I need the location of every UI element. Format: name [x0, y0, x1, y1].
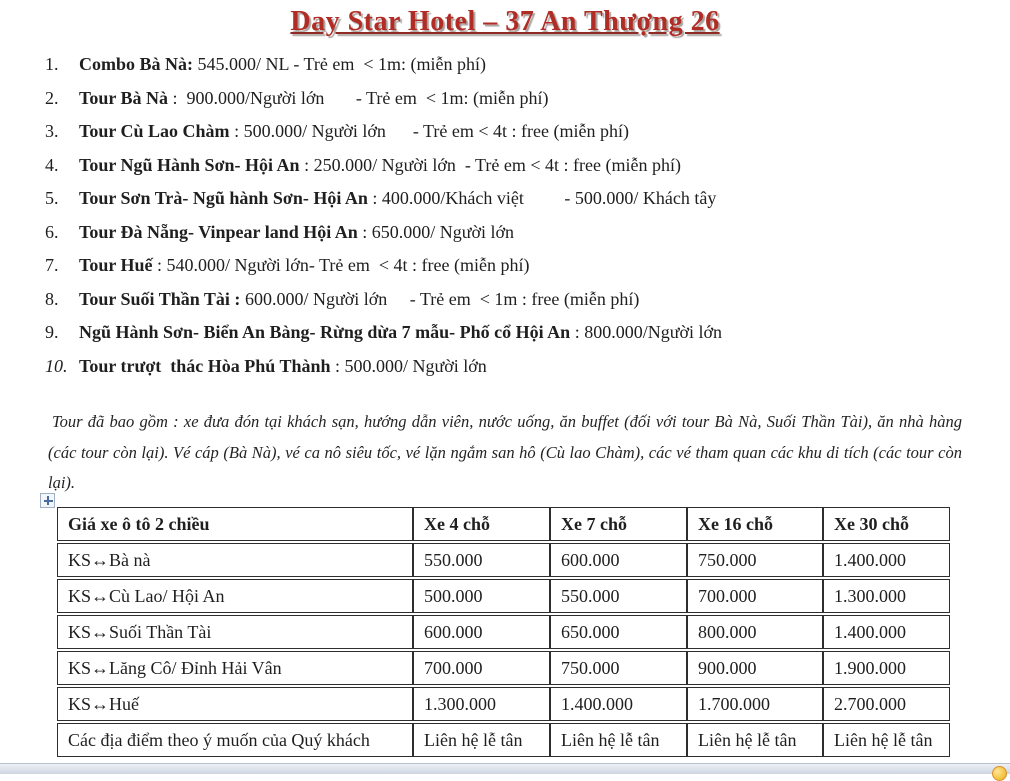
price-cell: Liên hệ lễ tân [550, 723, 687, 757]
route-cell: KS↔Cù Lao/ Hội An [57, 579, 413, 613]
price-cell: 1.900.000 [823, 651, 950, 685]
tour-item-detail: : 540.000/ Người lớn- Trẻ em < 4t : free (miễn phí) [152, 255, 530, 275]
price-table-row [57, 579, 950, 613]
price-cell: 750.000 [687, 543, 823, 577]
tour-item-detail: : 500.000/ Người lớn - Trẻ em < 4t : free (miễn phí) [229, 121, 629, 141]
price-cell: 1.300.000 [413, 687, 550, 721]
price-cell: 700.000 [687, 579, 823, 613]
tour-list-item [45, 153, 1010, 187]
tour-item-number: 2. [45, 87, 59, 108]
tour-item-detail: : 250.000/ Người lớn - Trẻ em < 4t : free (miễn phí) [299, 154, 681, 175]
tour-item-name: Tour Huế [79, 255, 153, 275]
price-cell: 650.000 [550, 615, 687, 649]
route-cell: KS↔Suối Thần Tài [57, 615, 413, 649]
price-table-header-cell: Xe 7 chỗ [550, 507, 687, 541]
tour-list-item [45, 220, 1010, 254]
tour-list-item [45, 119, 1010, 153]
price-cell: 550.000 [550, 579, 687, 613]
tour-list-item [45, 354, 1010, 388]
price-cell: 1.700.000 [687, 687, 823, 721]
tour-item-number: 3. [45, 121, 59, 141]
price-table-header-cell: Giá xe ô tô 2 chiều [57, 507, 413, 541]
tour-list-item [45, 287, 1010, 321]
tour-item-number: 4. [45, 154, 59, 175]
car-price-table [57, 505, 950, 759]
page-title: Day Star Hotel – 37 An Thượng 26 [290, 6, 720, 37]
price-cell: 750.000 [550, 651, 687, 685]
table-move-handle-icon[interactable] [40, 493, 55, 508]
tour-list-item [45, 320, 1010, 354]
tour-item-detail: 600.000/ Người lớn - Trẻ em < 1m : free (miễn phí) [240, 288, 640, 309]
tour-item-name: Tour Đà Nẵng- Vinpear land Hội An [79, 221, 358, 242]
price-cell: 500.000 [413, 579, 550, 613]
yellow-badge-icon[interactable] [992, 766, 1007, 781]
tour-includes-note: Tour đã bao gồm : xe đưa đón tại khách sạn, hướng dẫn viên, nước uống, ăn buffet (đối với tour Bà Nà, Suối Thần Tài), ăn nhà hàng (các tour còn lại). Vé cáp (Bà Nà), vé ca nô siêu tốc, vé lặn ngắm san hô (Cù lao Chàm), các vé tham quan các khu di tích (các tour còn lại). [48, 412, 962, 492]
tour-item-name: Tour Cù Lao Chàm [79, 121, 230, 141]
tour-item-name: Tour Ngũ Hành Sơn- Hội An [79, 154, 300, 175]
price-cell: 1.400.000 [823, 615, 950, 649]
price-table-row [57, 687, 950, 721]
tour-item-number: 8. [45, 288, 59, 309]
route-cell: KS↔Huế [57, 687, 413, 721]
tour-item-number: 6. [45, 221, 59, 242]
price-table-header-cell: Xe 16 chỗ [687, 507, 823, 541]
tour-item-name: Tour Suối Thần Tài : [79, 288, 241, 309]
tour-item-name: Tour trượt thác Hòa Phú Thành [79, 355, 331, 376]
price-cell: 1.400.000 [823, 543, 950, 577]
tour-list-item [45, 186, 1010, 220]
price-table-row [57, 615, 950, 649]
price-cell: Liên hệ lễ tân [687, 723, 823, 757]
price-table-header-cell: Xe 4 chỗ [413, 507, 550, 541]
tour-item-detail: : 400.000/Khách việt - 500.000/ Khách tây [367, 188, 717, 208]
tour-item-number: 1. [45, 54, 59, 74]
price-cell: 800.000 [687, 615, 823, 649]
price-cell: Liên hệ lễ tân [413, 723, 550, 757]
tour-item-detail: : 900.000/Người lớn - Trẻ em < 1m: (miễn phí) [168, 87, 549, 108]
tour-item-name: Tour Sơn Trà- Ngũ hành Sơn- Hội An [79, 188, 368, 208]
tour-item-number: 7. [45, 255, 59, 275]
price-cell: Liên hệ lễ tân [823, 723, 950, 757]
tour-list-item [45, 253, 1010, 287]
status-bar [0, 763, 1010, 774]
tour-list-item [45, 86, 1010, 120]
route-cell: Các địa điểm theo ý muốn của Quý khách [57, 723, 413, 757]
tour-item-detail: : 800.000/Người lớn [570, 322, 722, 342]
tour-list-item [45, 52, 1010, 86]
price-cell: 1.400.000 [550, 687, 687, 721]
price-cell: 700.000 [413, 651, 550, 685]
price-table-header-cell: Xe 30 chỗ [823, 507, 950, 541]
tour-item-name: Combo Bà Nà: [79, 54, 194, 74]
move-cross-horizontal [44, 500, 53, 502]
price-table-header-row [57, 507, 950, 541]
tour-item-number: 5. [45, 188, 59, 208]
route-cell: KS↔Lăng Cô/ Đỉnh Hải Vân [57, 651, 413, 685]
price-cell: 2.700.000 [823, 687, 950, 721]
tour-item-detail: : 650.000/ Người lớn [357, 221, 515, 242]
tour-item-detail: : 500.000/ Người lớn [330, 355, 487, 376]
tour-item-name: Ngũ Hành Sơn- Biển An Bàng- Rừng dừa 7 mẫu- Phố cổ Hội An [79, 322, 571, 342]
tour-item-number: 10. [45, 355, 68, 376]
tour-item-number: 9. [45, 322, 59, 342]
car-price-table-area [57, 507, 950, 759]
price-cell: 550.000 [413, 543, 550, 577]
document-page [0, 6, 1010, 774]
price-table-row [57, 651, 950, 685]
price-cell: 600.000 [413, 615, 550, 649]
tour-item-name: Tour Bà Nà [79, 87, 169, 108]
route-cell: KS↔Bà nà [57, 543, 413, 577]
price-cell: 1.300.000 [823, 579, 950, 613]
price-cell: 900.000 [687, 651, 823, 685]
tour-list [0, 52, 1010, 387]
tour-item-detail: 545.000/ NL - Trẻ em < 1m: (miễn phí) [193, 54, 486, 74]
price-cell: 600.000 [550, 543, 687, 577]
price-table-row [57, 723, 950, 757]
price-table-row [57, 543, 950, 577]
